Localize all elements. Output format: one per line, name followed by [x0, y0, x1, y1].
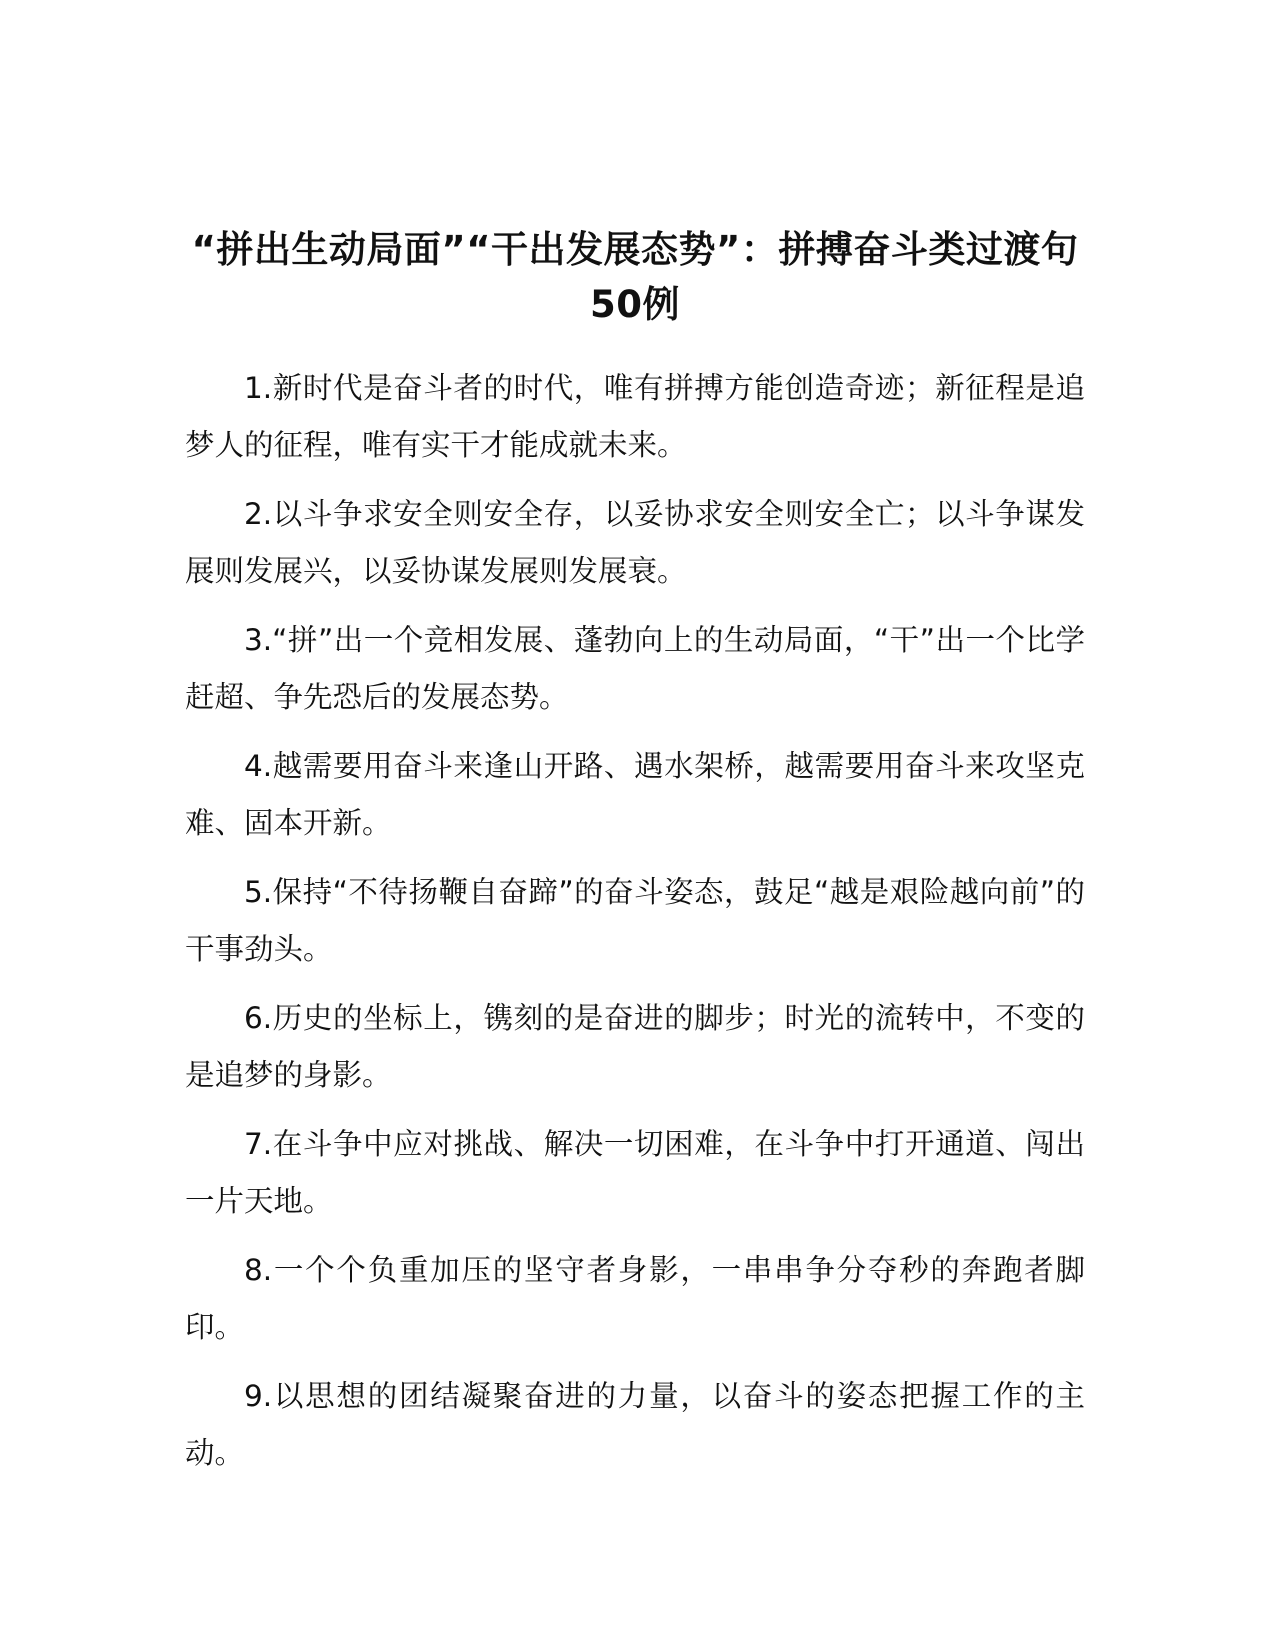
paragraph-2: 2.以斗争求安全则安全存，以妥协求安全则安全亡；以斗争谋发展则发展兴，以妥协谋发展则发展衰。 — [185, 497, 1085, 588]
document-body — [185, 222, 1085, 1494]
paragraph-5: 5.保持“不待扬鞭自奋蹄”的奋斗姿态，鼓足“越是艰险越向前”的干事劲头。 — [185, 875, 1085, 966]
paragraph-9: 9.以思想的团结凝聚奋进的力量，以奋斗的姿态把握工作的主动。 — [185, 1379, 1085, 1470]
paragraph-1: 1.新时代是奋斗者的时代，唯有拼搏方能创造奇迹；新征程是追梦人的征程，唯有实干才能成就未来。 — [185, 371, 1085, 462]
paragraph-8: 8.一个个负重加压的坚守者身影，一串串争分夺秒的奔跑者脚印。 — [185, 1253, 1085, 1344]
paragraph-3: 3.“拼”出一个竞相发展、蓬勃向上的生动局面，“干”出一个比学赶超、争先恐后的发展态势。 — [185, 623, 1085, 714]
document-title: “拼出生动局面”“干出发展态势”：拼搏奋斗类过渡句50例 — [191, 228, 1079, 326]
paragraph-6: 6.历史的坐标上，镌刻的是奋进的脚步；时光的流转中，不变的是追梦的身影。 — [185, 1001, 1085, 1092]
paragraph-4: 4.越需要用奋斗来逢山开路、遇水架桥，越需要用奋斗来攻坚克难、固本开新。 — [185, 749, 1085, 840]
paragraph-7: 7.在斗争中应对挑战、解决一切困难，在斗争中打开通道、闯出一片天地。 — [185, 1127, 1085, 1218]
